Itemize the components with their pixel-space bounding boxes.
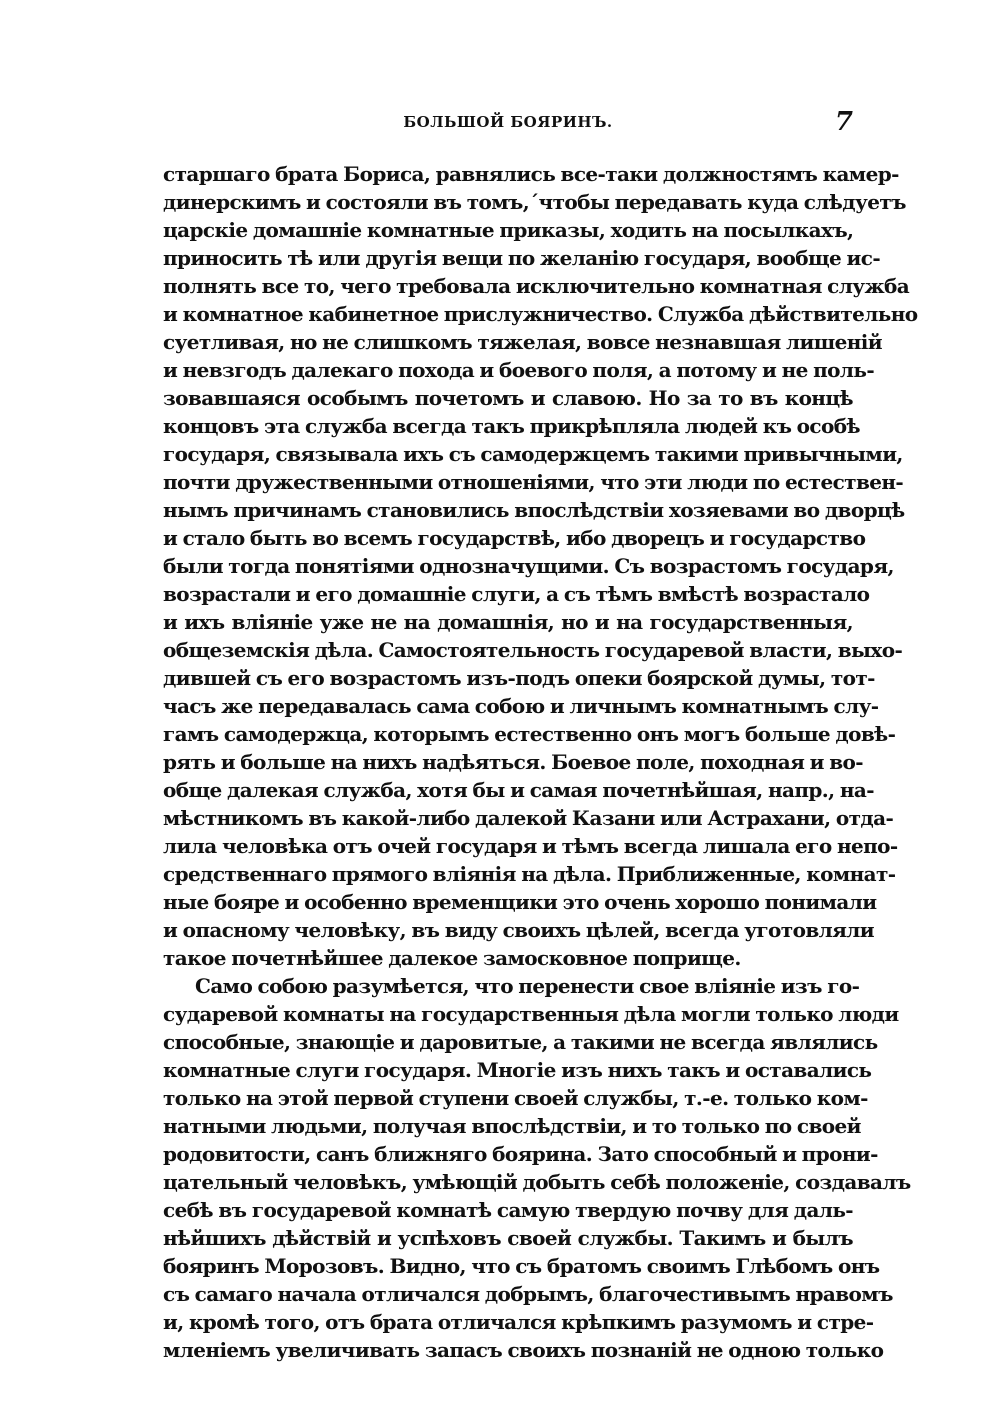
text-line: царскіе домашніе комнатные приказы, ходить на посылкахъ, — [163, 218, 854, 242]
text-line: динерскимъ и состояли въ томъ,´чтобы передавать куда слѣдуетъ — [163, 190, 906, 214]
text-line: съ самаго начала отличался добрымъ, благочестивымъ нравомъ — [163, 1282, 893, 1306]
body-text — [163, 160, 918, 1364]
text-line: были тогда понятіями однозначущими. Съ возрастомъ государя, — [163, 554, 894, 578]
text-line: мленіемъ увеличивать запасъ своихъ познаній не одною только — [163, 1338, 884, 1362]
text-line: себѣ въ государевой комнатѣ самую твердую почву для даль- — [163, 1198, 853, 1222]
paragraph-last-line: такое почетнѣйшее далекое замосковное поприще. — [163, 946, 741, 970]
page-number: 7 — [834, 107, 853, 137]
text-line: цательный человѣкъ, умѣющій добыть себѣ положеніе, создавалъ — [163, 1170, 911, 1194]
text-line: комнатные слуги государя. Многіе изъ нихъ такъ и оставались — [163, 1058, 872, 1082]
text-line: и ихъ вліяніе уже не на домашнія, но и на государственныя, — [163, 610, 853, 634]
text-line: только на этой первой ступени своей службы, т.-е. только ком- — [163, 1086, 868, 1110]
text-line: родовитости, санъ ближняго боярина. Зато способный и прони- — [163, 1142, 878, 1166]
running-title: БОЛЬШОЙ БОЯРИНЪ. — [403, 113, 613, 131]
text-line: гамъ самодержца, которымъ естественно онъ могъ больше довѣ- — [163, 722, 896, 746]
text-line: государя, связывала ихъ съ самодержцемъ такими привычными, — [163, 442, 903, 466]
text-line: нѣйшихъ дѣйствій и успѣховъ своей службы. Такимъ и былъ — [163, 1226, 853, 1250]
text-line: почти дружественными отношеніями, что эти люди по естествен- — [163, 470, 904, 494]
text-line: приносить тѣ или другія вещи по желанію государя, вообще ис- — [163, 246, 881, 270]
text-line: средственнаго прямого вліянія на дѣла. Приближенные, комнат- — [163, 862, 896, 886]
text-line: зовавшаяся особымъ почетомъ и славою. Но за то въ концѣ — [163, 386, 853, 410]
text-line: и комнатное кабинетное прислужничество. Служба дѣйствительно — [163, 302, 918, 326]
text-line: и опасному человѣку, въ виду своихъ цѣлей, всегда уготовляли — [163, 918, 875, 942]
text-line: обще далекая служба, хотя бы и самая почетнѣйшая, напр., на- — [163, 778, 874, 802]
text-line: концовъ эта служба всегда такъ прикрѣпляла людей къ особѣ — [163, 414, 860, 438]
text-line: возрастали и его домашніе слуги, а съ тѣмъ вмѣстѣ возрастало — [163, 582, 870, 606]
paragraph-first-line: Само собою разумѣется, что перенести свое вліяніе изъ го- — [195, 974, 860, 998]
text-line: старшаго брата Бориса, равнялись все-таки должностямъ камер- — [163, 162, 899, 186]
text-line: рять и больше на нихъ надѣяться. Боевое поле, походная и во- — [163, 750, 863, 774]
text-line: и стало быть во всемъ государствѣ, ибо дворецъ и государство — [163, 526, 866, 550]
text-line: мѣстникомъ въ какой-либо далекой Казани или Астрахани, отда- — [163, 806, 894, 830]
text-line: способные, знающіе и даровитые, а такими не всегда являлись — [163, 1030, 878, 1054]
running-head — [163, 107, 853, 143]
text-line: дившей съ его возрастомъ изъ-подъ опеки боярской думы, тот- — [163, 666, 875, 690]
text-line: часъ же передавалась сама собою и личнымъ комнатнымъ слу- — [163, 694, 879, 718]
text-line: и невзгодъ далекаго похода и боевого поля, а потому и не поль- — [163, 358, 875, 382]
text-line: суетливая, но не слишкомъ тяжелая, вовсе незнавшая лишеній — [163, 330, 883, 354]
text-line: и, кромѣ того, отъ брата отличался крѣпкимъ разумомъ и стре- — [163, 1310, 874, 1334]
text-line: общеземскія дѣла. Самостоятельность государевой власти, выхо- — [163, 638, 903, 662]
text-line: сударевой комнаты на государственныя дѣла могли только люди — [163, 1002, 899, 1026]
text-line: лила человѣка отъ очей государя и тѣмъ всегда лишала его непо- — [163, 834, 898, 858]
text-line: натными людьми, получая впослѣдствіи, и то только по своей — [163, 1114, 861, 1138]
text-line: бояринъ Морозовъ. Видно, что съ братомъ своимъ Глѣбомъ онъ — [163, 1254, 880, 1278]
text-line: ные бояре и особенно временщики это очень хорошо понимали — [163, 890, 877, 914]
text-line: полнять все то, чего требовала исключительно комнатная служба — [163, 274, 910, 298]
text-line: нымъ причинамъ становились впослѣдствіи хозяевами во дворцѣ — [163, 498, 905, 522]
